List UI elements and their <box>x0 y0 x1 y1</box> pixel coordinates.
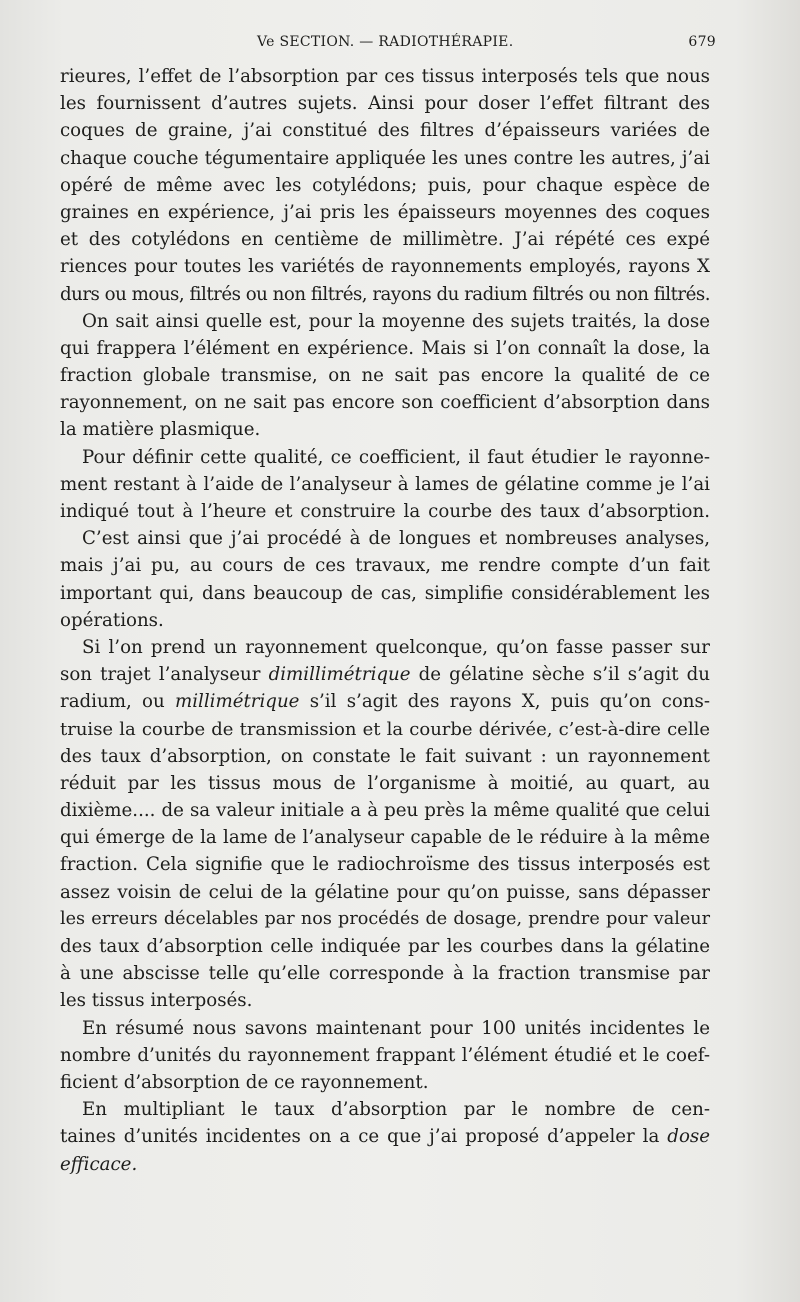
text-line: opérations. <box>60 609 164 631</box>
italic-term: efficace. <box>60 1153 138 1175</box>
text-line: taines d’unités incidentes on a ce que j’ai proposé d’appeler la dose <box>60 1126 710 1148</box>
text-line: Pour définir cette qualité, ce coefficient, il faut étudier le rayonne- <box>82 446 710 468</box>
italic-term: millimétrique <box>174 691 300 713</box>
section-title: Ve SECTION. — RADIOTHÉRAPIE. <box>257 34 514 50</box>
italic-term: dimillimétrique <box>268 664 411 686</box>
text-line: les erreurs décelables par nos procédés de dosage, prendre pour valeur <box>60 908 710 929</box>
text-line: assez voisin de celui de la gélatine pour qu’on puisse, sans dépasser <box>60 881 710 903</box>
text-line: chaque couche tégumentaire appliquée les unes contre les autres, j’ai <box>60 147 710 169</box>
text-line: opéré de même avec les cotylédons; puis, pour chaque espèce de <box>60 174 710 196</box>
text-line: des taux d’absorption, on constate le fait suivant : un rayonnement <box>60 745 710 767</box>
text-line: riences pour toutes les variétés de rayonnements employés, rayons X <box>60 256 710 278</box>
italic-term: dose <box>667 1126 710 1148</box>
text-line: nombre d’unités du rayonnement frappant l’élément étudié et le coef- <box>60 1044 710 1066</box>
text-line: la matière plasmique. <box>60 419 261 441</box>
text-line: durs ou mous, filtrés ou non filtrés, rayons du radium filtrés ou non filtrés. <box>60 283 710 305</box>
text-line: coques de graine, j’ai constitué des filtres d’épaisseurs variées de <box>60 120 710 142</box>
text-line: qui frappera l’élément en expérience. Mais si l’on connaît la dose, la <box>60 337 710 359</box>
text-line: On sait ainsi quelle est, pour la moyenne des sujets traités, la dose <box>82 310 710 332</box>
text-line: dixième.... de sa valeur initiale a à peu près la même qualité que celui <box>60 800 710 822</box>
text-line: fraction globale transmise, on ne sait pas encore la qualité de ce <box>60 365 710 387</box>
text-line: à une abscisse telle qu’elle corresponde à la fraction transmise par <box>60 963 710 985</box>
text-line: des taux d’absorption celle indiquée par les courbes dans la gélatine <box>60 936 710 957</box>
text-line: ment restant à l’aide de l’analyseur à lames de gélatine comme je l’ai <box>60 473 710 495</box>
text-line: rayonnement, on ne sait pas encore son coefficient d’absorption dans <box>60 392 710 414</box>
text-line: En multipliant le taux d’absorption par le nombre de cen- <box>82 1099 710 1121</box>
text-line: indiqué tout à l’heure et construire la courbe des taux d’absorption. <box>60 501 710 522</box>
text-line: réduit par les tissus mous de l’organisme à moitié, au quart, au <box>60 772 710 794</box>
text-line: radium, ou millimétrique s’il s’agit des rayons X, puis qu’on cons- <box>60 691 710 713</box>
text-line <box>60 1151 710 1178</box>
text-line: truise la courbe de transmission et la courbe dérivée, c’est-à-dire celle <box>60 718 710 740</box>
text-line: C’est ainsi que j’ai procédé à de longues et nombreuses analyses, <box>82 528 710 550</box>
text-line: et des cotylédons en centième de millimètre. J’ai répété ces expé <box>60 229 710 251</box>
text-line: les fournissent d’autres sujets. Ainsi pour doser l’effet filtrant des <box>60 93 710 115</box>
text-line: rieures, l’effet de l’absorption par ces tissus interposés tels que nous <box>60 66 710 87</box>
text-line: fraction. Cela signifie que le radiochroïsme des tissus interposés est <box>60 854 710 876</box>
text-line: graines en expérience, j’ai pris les épaisseurs moyennes des coques <box>60 201 710 223</box>
page-number: 679 <box>688 34 716 50</box>
text-line: son trajet l’analyseur dimillimétrique de gélatine sèche s’il s’agit du <box>60 664 710 686</box>
body-text <box>60 63 710 1178</box>
text-line: mais j’ai pu, au cours de ces travaux, me rendre compte d’un fait <box>60 555 710 577</box>
text-line: En résumé nous savons maintenant pour 100 unités incidentes le <box>82 1017 710 1039</box>
text-line: qui émerge de la lame de l’analyseur capable de le réduire à la même <box>60 827 710 849</box>
text-line: ficient d’absorption de ce rayonnement. <box>60 1071 429 1093</box>
text-line: Si l’on prend un rayonnement quelconque, qu’on fasse passer sur <box>82 636 710 658</box>
text-line: important qui, dans beaucoup de cas, simplifie considérablement les <box>60 582 710 604</box>
text-line: les tissus interposés. <box>60 990 253 1012</box>
